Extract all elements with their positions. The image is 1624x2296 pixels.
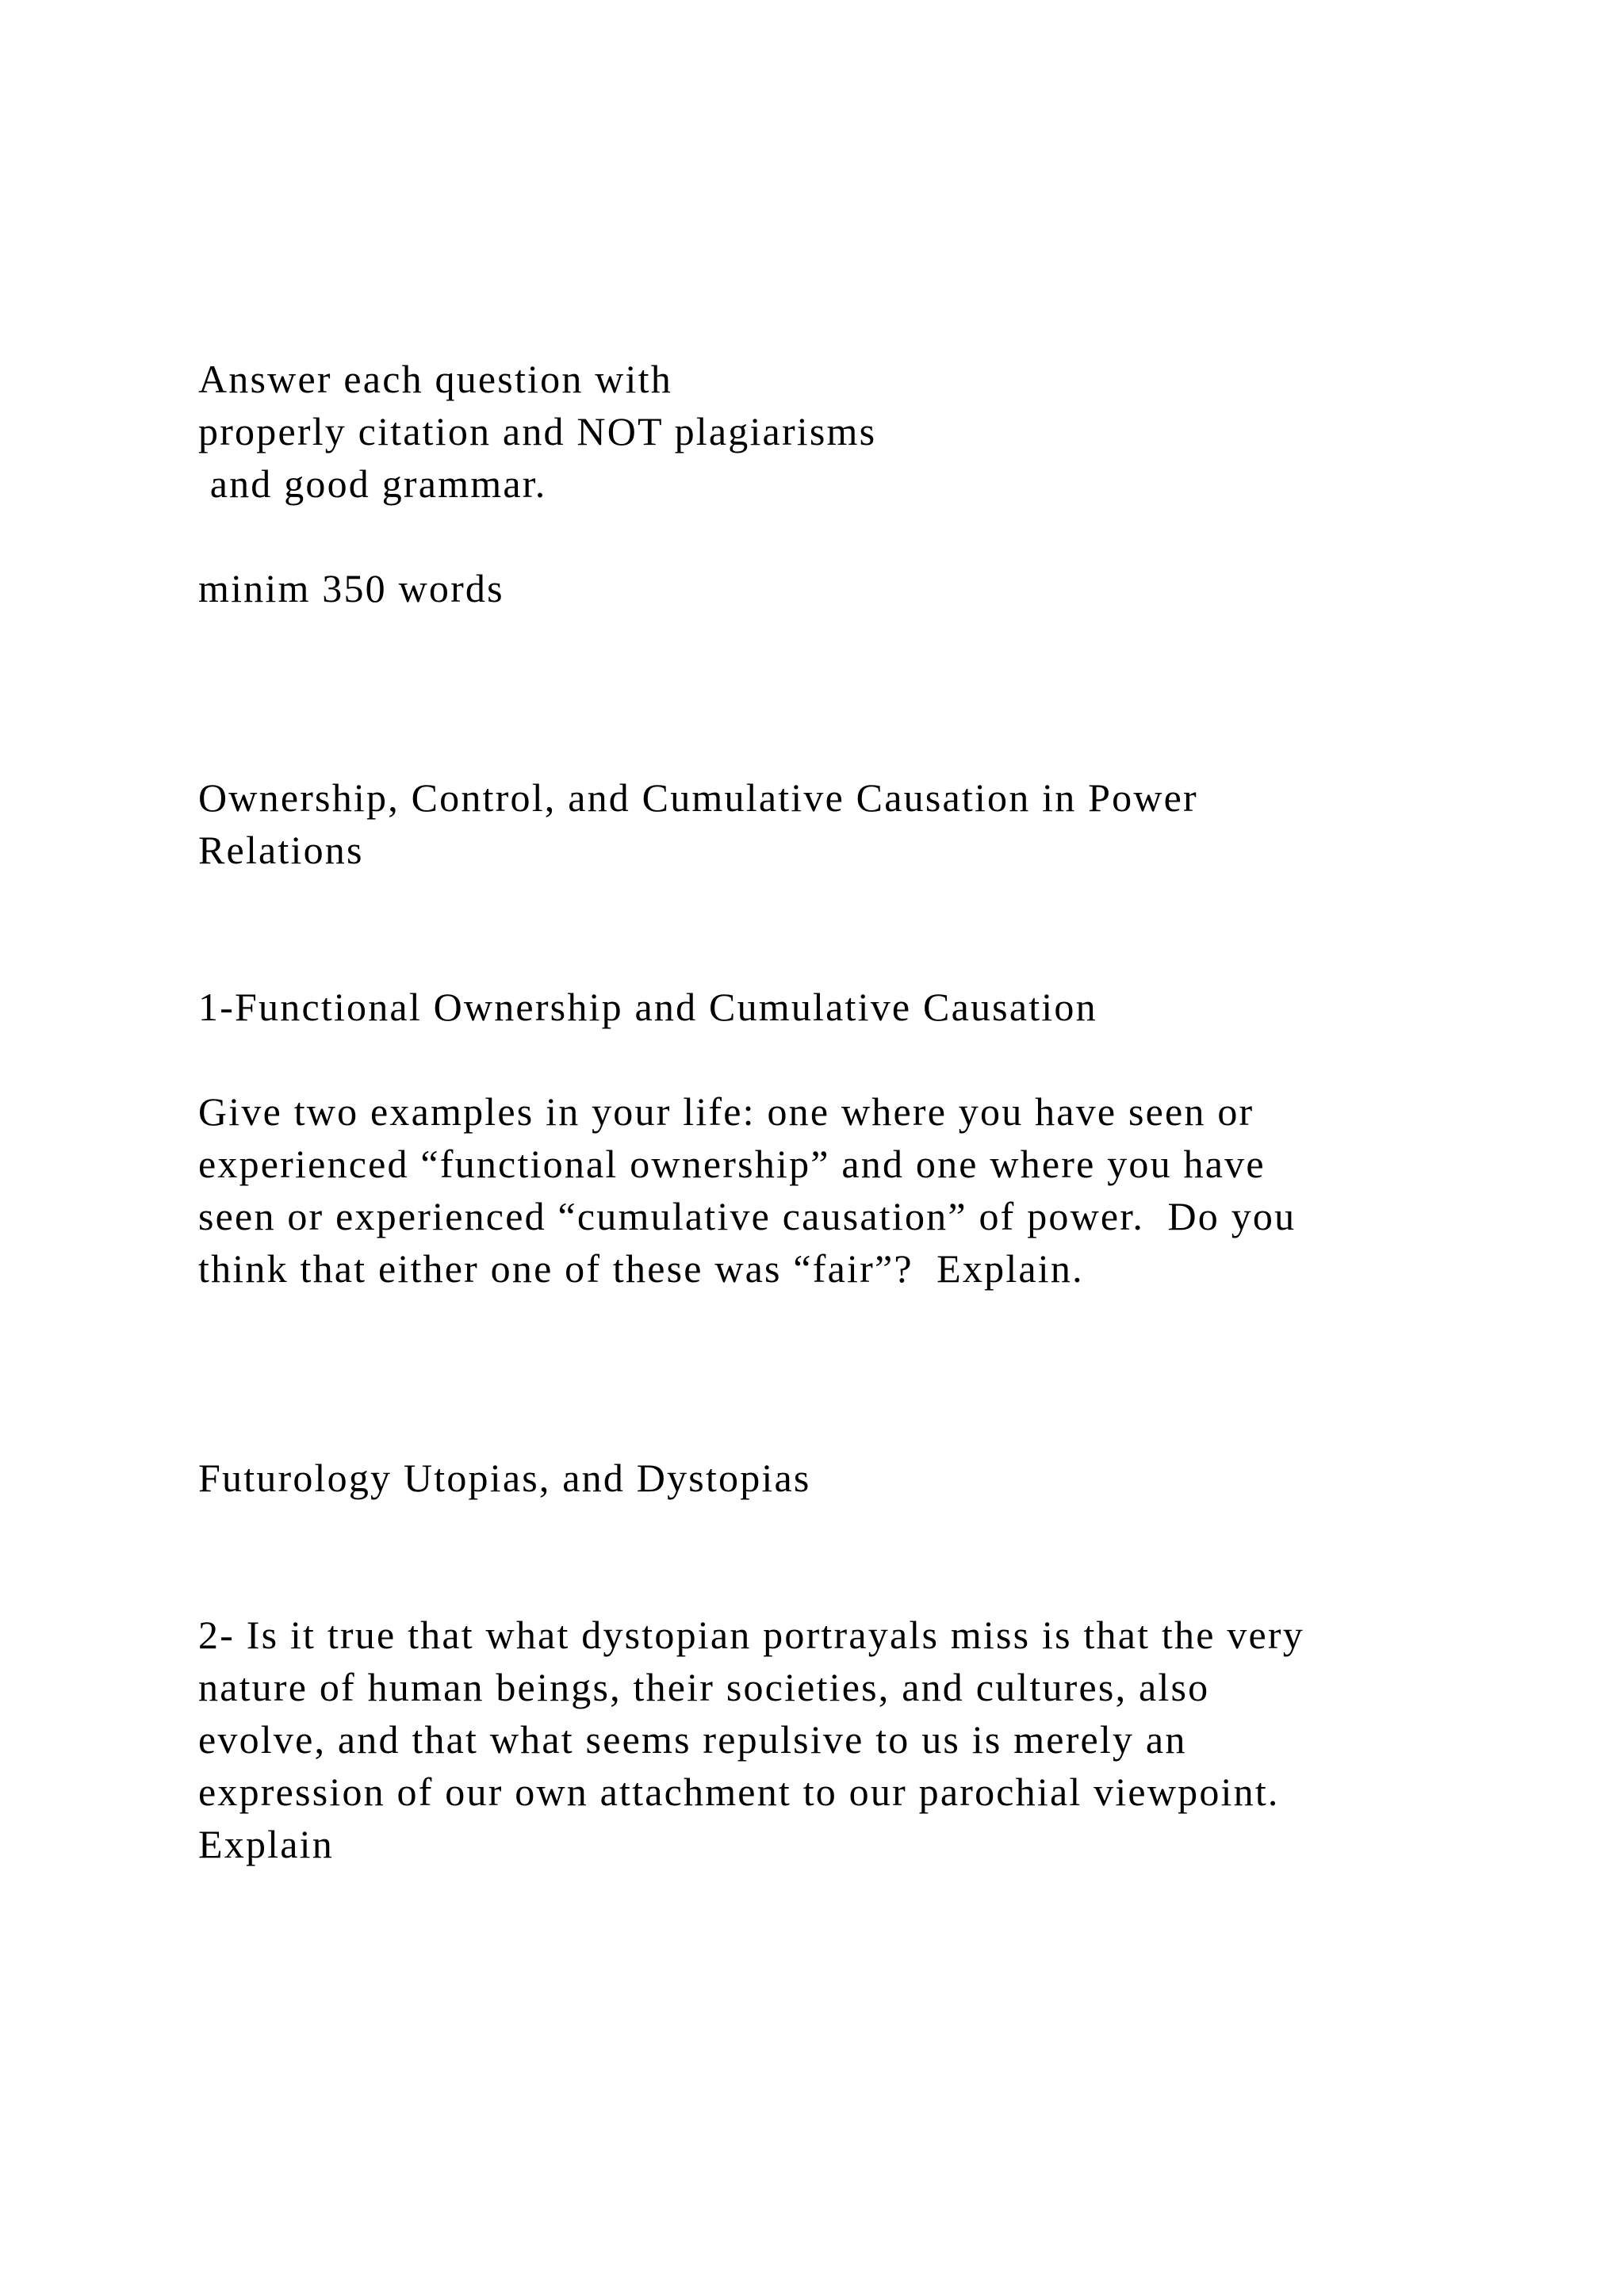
question1-title [198, 981, 1499, 1033]
question2-line: nature of human beings, their societies, and cultures, also [198, 1665, 1210, 1709]
question1-line: seen or experienced “cumulative causation” of power. Do you [198, 1194, 1297, 1238]
question2-line: Explain [198, 1822, 334, 1866]
section1-heading-line: Relations [198, 828, 364, 872]
section2-heading-text: Futurology Utopias, and Dystopias [198, 1456, 811, 1500]
question2-line: expression of our own attachment to our parochial viewpoint. [198, 1770, 1280, 1814]
question2-body [198, 1609, 1499, 1870]
question1-line: experienced “functional ownership” and one where you have [198, 1142, 1266, 1186]
word-count [198, 562, 1499, 614]
instructions-line: properly citation and NOT plagiarisms [198, 409, 877, 453]
instructions-line: Answer each question with [198, 357, 672, 401]
section1-heading [198, 771, 1499, 876]
section1-heading-line: Ownership, Control, and Cumulative Causation in Power [198, 775, 1198, 820]
word-count-text: minim 350 words [198, 566, 504, 610]
section2-heading [198, 1452, 1499, 1504]
question1-title-text: 1-Functional Ownership and Cumulative Causation [198, 985, 1097, 1029]
question1-line: Give two examples in your life: one where you have seen or [198, 1089, 1254, 1134]
instructions-line: and good grammar. [198, 461, 547, 506]
question1-line: think that either one of these was “fair”? Explain. [198, 1246, 1084, 1291]
question2-line: evolve, and that what seems repulsive to us is merely an [198, 1717, 1187, 1762]
question2-line: 2- Is it true that what dystopian portrayals miss is that the very [198, 1613, 1304, 1657]
question1-body [198, 1085, 1499, 1295]
instructions [198, 353, 1499, 510]
